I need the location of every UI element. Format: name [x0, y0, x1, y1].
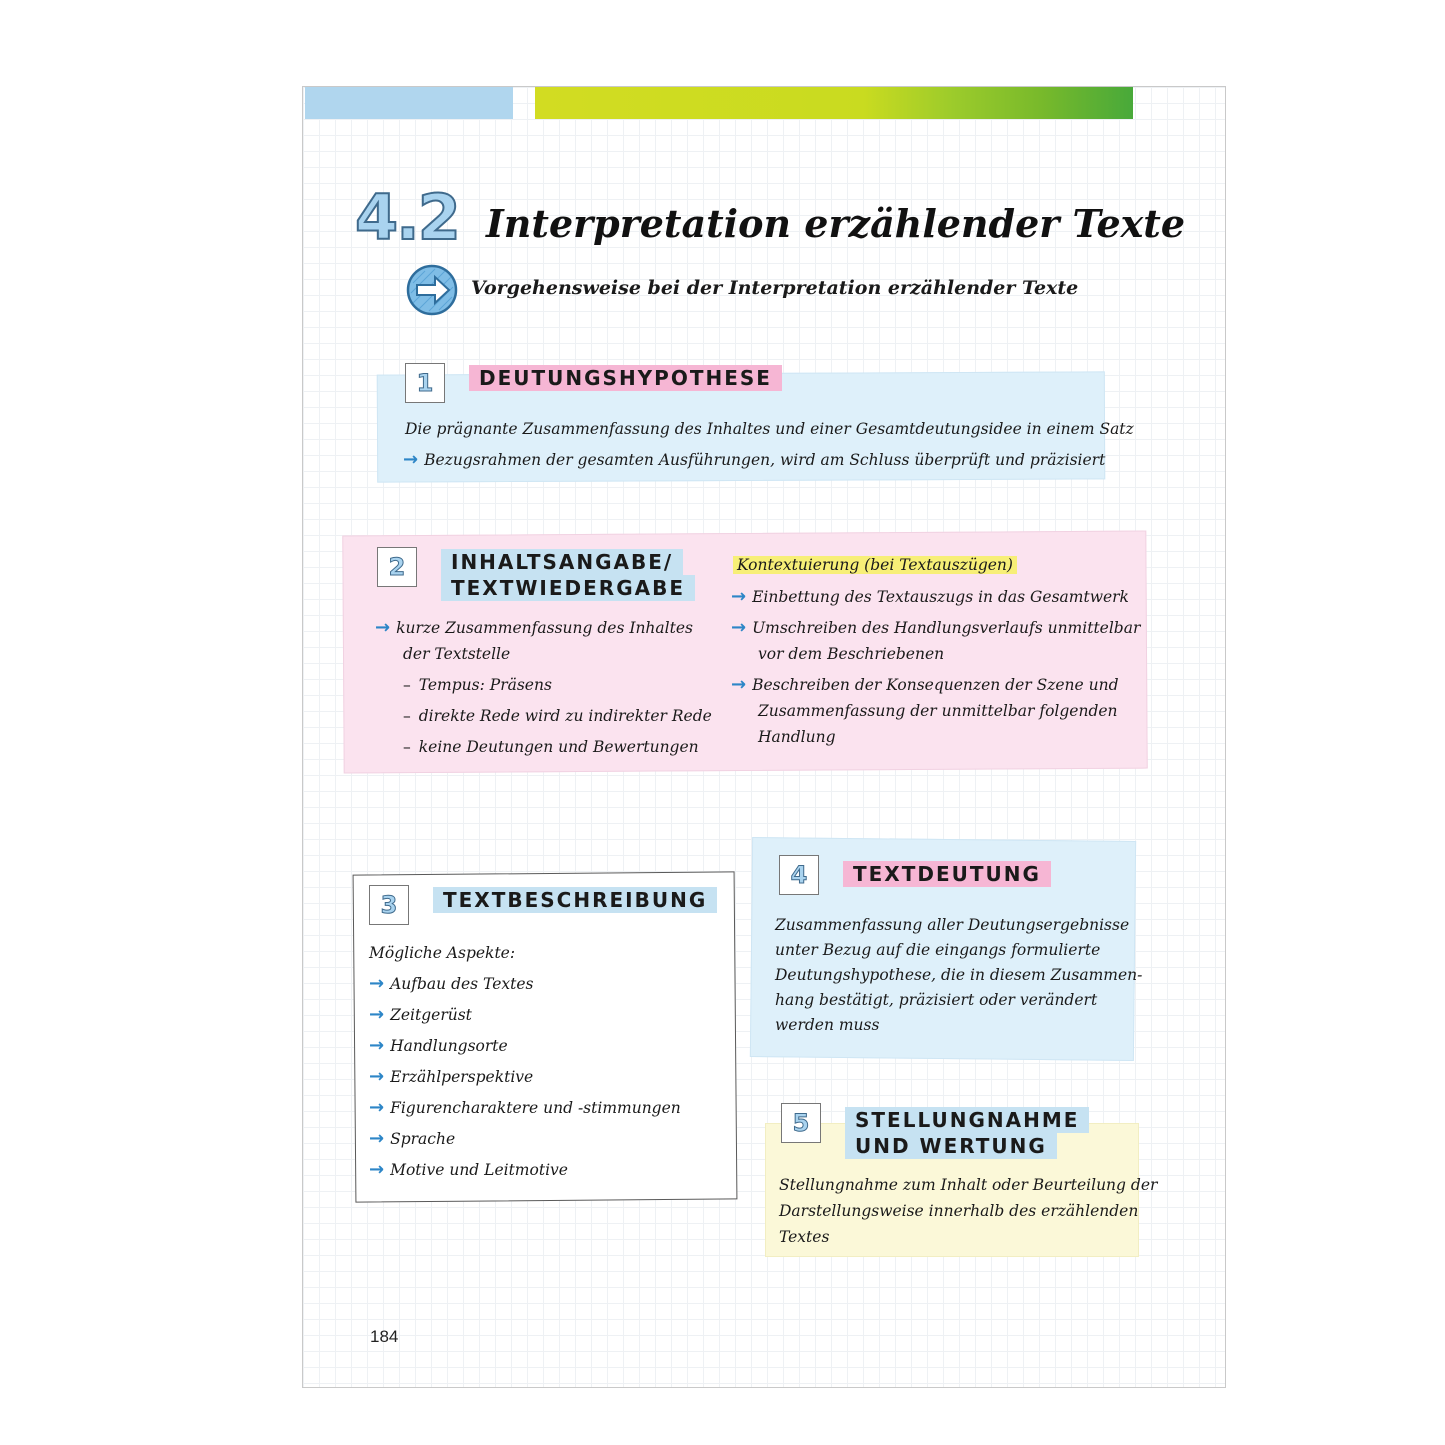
- section-4-text-line: Deutungshypothese, die in diesem Zusammen-: [775, 966, 1143, 984]
- section-5-text-line: Stellungnahme zum Inhalt oder Beurteilung der: [779, 1176, 1158, 1194]
- section-2-right-bullet-cont: Zusammenfassung der unmittelbar folgenden: [758, 702, 1118, 720]
- section-2-right-bullet-cont: vor dem Beschriebenen: [758, 645, 945, 663]
- section-2-sub-item: – Tempus: Präsens: [403, 676, 552, 694]
- section-3-item: → Handlungsorte: [369, 1035, 508, 1056]
- arrow-right-icon: →: [403, 449, 419, 470]
- arrow-right-icon: →: [731, 674, 747, 695]
- section-3-number: 3: [369, 885, 409, 925]
- section-2-right-bullet: → Umschreiben des Handlungsverlaufs unmittelbar: [731, 617, 1141, 638]
- section-2-right-bullet-cont: Handlung: [758, 728, 836, 746]
- section-5-text-line: Darstellungsweise innerhalb des erzählenden: [779, 1202, 1139, 1220]
- section-3-item: → Motive und Leitmotive: [369, 1159, 568, 1180]
- arrow-right-icon: →: [375, 617, 391, 638]
- section-3-item: → Erzählperspektive: [369, 1066, 534, 1087]
- section-3-item: → Figurencharaktere und -stimmungen: [369, 1097, 681, 1118]
- subtitle: Vorgehensweise bei der Interpretation erzählender Texte: [471, 277, 1079, 299]
- section-1-bullet: → Bezugsrahmen der gesamten Ausführungen, wird am Schluss überprüft und präzisiert: [403, 449, 1106, 470]
- arrow-right-icon: →: [369, 1004, 385, 1025]
- section-2-sub-item: – direkte Rede wird zu indirekter Rede: [403, 707, 712, 725]
- section-5-label-line1: STELLUNGNAHME: [845, 1107, 1089, 1133]
- color-bar-blue: [305, 87, 513, 119]
- section-4-text-line: unter Bezug auf die eingangs formulierte: [775, 941, 1101, 959]
- color-bar-green: [535, 87, 1133, 119]
- arrow-right-icon: →: [369, 1097, 385, 1118]
- chapter-title: Interpretation erzählender Texte: [486, 201, 1186, 246]
- section-4-number: 4: [779, 855, 819, 895]
- section-2-label-line1: INHALTSANGABE/: [441, 549, 683, 575]
- section-5-number: 5: [781, 1103, 821, 1143]
- section-3-item: → Sprache: [369, 1128, 456, 1149]
- section-5-text-line: Textes: [779, 1228, 830, 1246]
- page-number: 184: [370, 1327, 399, 1346]
- section-3-label: TEXTBESCHREIBUNG: [433, 887, 717, 913]
- arrow-right-icon: →: [731, 617, 747, 638]
- section-3-intro: Mögliche Aspekte:: [369, 944, 516, 962]
- section-1-number: 1: [405, 363, 445, 403]
- section-2-sub-item: – keine Deutungen und Bewertungen: [403, 738, 699, 756]
- section-3-item: → Zeitgerüst: [369, 1004, 472, 1025]
- arrow-right-icon: →: [369, 973, 385, 994]
- section-4-text-line: Zusammenfassung aller Deutungsergebnisse: [775, 916, 1130, 934]
- section-2-number: 2: [377, 547, 417, 587]
- section-2-right-bullet: → Einbettung des Textauszugs in das Gesamtwerk: [731, 586, 1129, 607]
- section-2-label-line2: TEXTWIEDERGABE: [441, 575, 695, 601]
- section-4-label: TEXTDEUTUNG: [843, 861, 1051, 887]
- section-3-item: → Aufbau des Textes: [369, 973, 534, 994]
- section-5-label-line2: UND WERTUNG: [845, 1133, 1057, 1159]
- arrow-right-icon: →: [369, 1128, 385, 1149]
- textbook-page: [302, 86, 1226, 1388]
- section-4-text-line: hang bestätigt, präzisiert oder verändert: [775, 991, 1098, 1009]
- section-1-label: DEUTUNGSHYPOTHESE: [469, 365, 782, 391]
- arrow-right-icon: →: [369, 1035, 385, 1056]
- section-1-text: Die prägnante Zusammenfassung des Inhaltes und einer Gesamtdeutungsidee in einem Satz: [405, 420, 1134, 438]
- section-2-right-heading: Kontextuierung (bei Textauszügen): [733, 555, 1017, 575]
- arrow-right-icon: →: [731, 586, 747, 607]
- section-2-left-bullet-cont: der Textstelle: [403, 645, 511, 663]
- arrow-right-icon: →: [369, 1066, 385, 1087]
- chapter-number: 4.2: [355, 181, 459, 254]
- arrow-right-circle-icon: [405, 263, 459, 317]
- section-2-right-bullet: → Beschreiben der Konsequenzen der Szene und: [731, 674, 1119, 695]
- arrow-right-icon: →: [369, 1159, 385, 1180]
- section-4-text-line: werden muss: [775, 1016, 880, 1034]
- section-2-left-bullet: → kurze Zusammenfassung des Inhaltes: [375, 617, 693, 638]
